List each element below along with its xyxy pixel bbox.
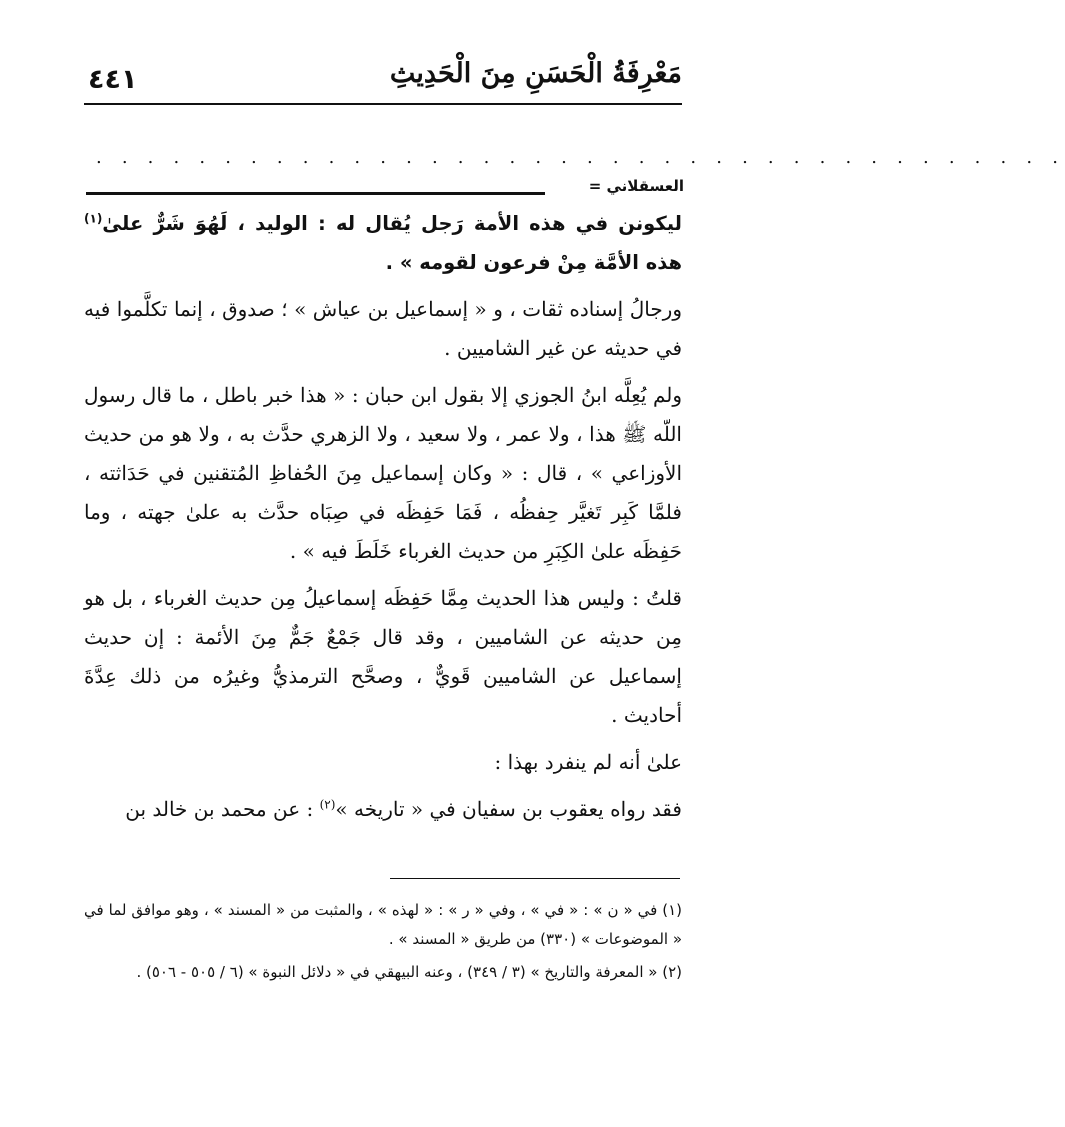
footnote-ref-2: (٢) [319, 797, 336, 812]
footnote-2: (٢) « المعرفة والتاريخ » (٣ / ٣٤٩) ، وعنه البيهقي في « دلائل النبوة » (٦ / ٥٠٥ - ٥٠٦) . [136, 963, 682, 981]
paragraph-3: ولم يُعِلَّه ابنُ الجوزي إلا بقول ابن حبان : « هذا خبر باطل ، ما قال رسول اللّه ﷺ هذا ، ولا عمر ، ولا سعيد ، ولا الزهري حدَّث به ، ولا هو من حديث الأوزاعي » ، قال : « وكان إسماعيل مِنَ الحُفاظِ المُتقنين في حَدَاثته ، فلمَّا كَبِر تَغيَّر حِفظُه ، فَمَا حَفِظَه في صِبَاه حدَّث به علىٰ جهته ، وما حَفِظَه علىٰ الكِبَرِ من حديث الغرباء خَلَطَ فيه » . [84, 383, 682, 563]
paragraph-1 [84, 204, 682, 282]
header-divider [84, 103, 682, 105]
source-divider [86, 192, 545, 195]
footnote-ref-1: (١) [84, 211, 103, 226]
footnote-divider [390, 878, 680, 879]
paragraph-4: قلتُ : وليس هذا الحديث مِمَّا حَفِظَه إسماعيلُ مِن حديث الغرباء ، بل هو مِن حديثه عن الشاميين ، وقد قال جَمْعٌ جَمٌّ مِنَ الأئمة : إن حديث إسماعيل عن الشاميين قَويٌّ ، وصحَّح الترمذيُّ وغيرُه من ذلك عِدَّةَ أحاديث . [84, 586, 682, 727]
footnote-1: (١) في « ن » : « في » ، وفي « ر » : « لهذه » ، والمثبت من « المسند » ، وهو موافق لما في « الموضوعات » (٣٣٠) من طريق « المسند » . [84, 901, 682, 948]
footnotes [84, 896, 682, 991]
page-number: ٤٤١ [88, 64, 138, 95]
continuation-source-label [558, 176, 684, 200]
paragraph-6-part-b: : عن محمد بن خالد بن [125, 797, 314, 821]
dotted-separator: . . . . . . . . . . . . . . . . . . . . . . . . . . . . . . . . . . . . . . [96, 147, 1065, 168]
paragraph-1-part-b: هذه الأمَّة مِنْ فرعون لقومه » . [385, 251, 682, 274]
paragraph-1-part-a: ليكونن في هذه الأمة رَجل يُقال له : الوليد ، لَهُوَ شَرٌّ علىٰ [102, 212, 682, 235]
source-label-text: العسقلاني = [588, 177, 684, 195]
page-header [86, 58, 682, 102]
running-title: مَعْرِفَةُ الْحَسَنِ مِنَ الْحَدِيثِ [389, 58, 682, 89]
paragraph-6-part-a: فقد رواه يعقوب بن سفيان في « تاريخه » [335, 797, 682, 821]
main-text [84, 204, 682, 837]
paragraph-5: علىٰ أنه لم ينفرد بهذا : [494, 750, 682, 774]
paragraph-2: ورجالُ إسناده ثقات ، و « إسماعيل بن عياش » ؛ صدوق ، إنما تكلَّموا فيه في حديثه عن غير الشاميين . [84, 297, 682, 360]
paragraph-6 [84, 790, 682, 829]
